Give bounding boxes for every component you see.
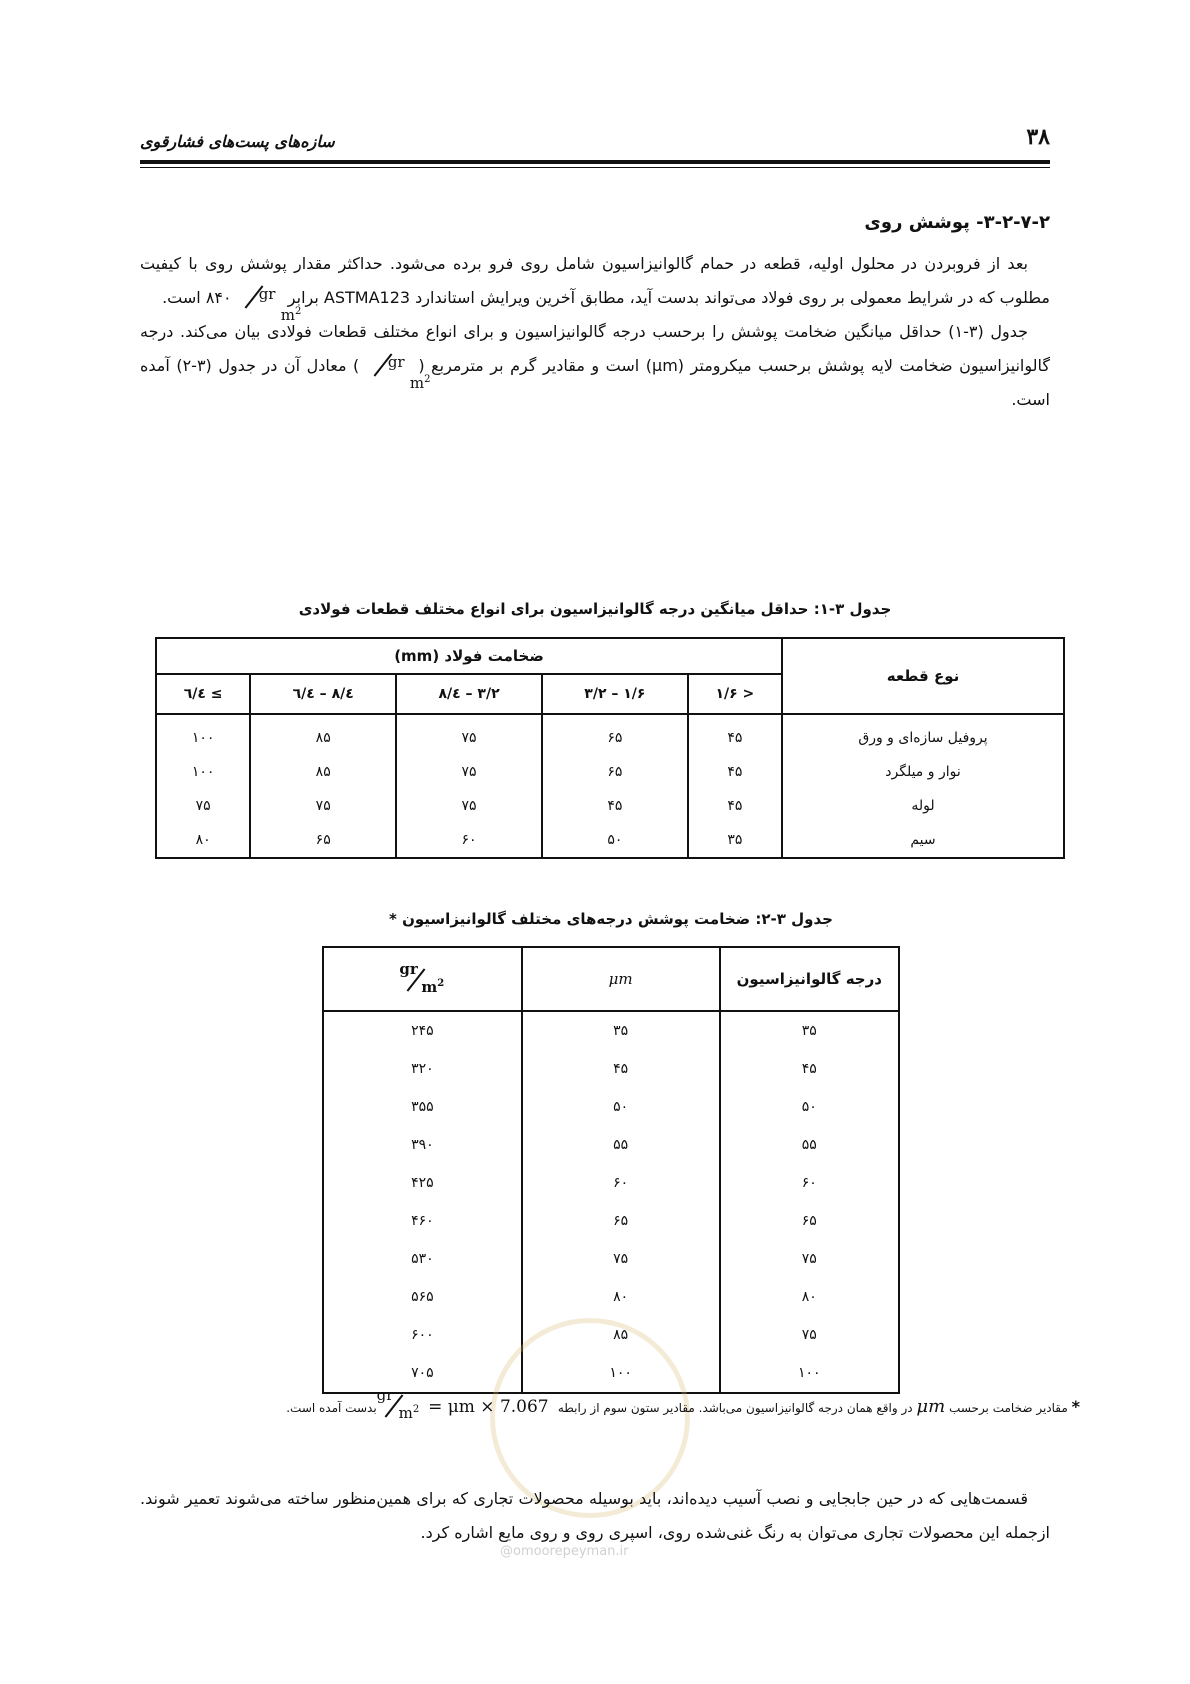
formula-expression: = μm × 7.067 bbox=[428, 1397, 549, 1417]
table-cell: ۵۶۵ bbox=[323, 1278, 522, 1316]
unit-numerator: gr bbox=[376, 1386, 394, 1404]
table-row bbox=[323, 1050, 899, 1088]
table-cell: ۷۵ bbox=[720, 1240, 899, 1278]
table-cell: ۷۵ bbox=[250, 789, 396, 823]
table-cell: ۴۵ bbox=[688, 755, 782, 789]
footnote-text-1: مقادیر ضخامت برحسب bbox=[949, 1401, 1068, 1415]
table-cell: ۶۰ bbox=[396, 823, 542, 858]
section-heading: ۳-۲-۷-۲- پوشش روی bbox=[864, 212, 1050, 233]
table-cell: ۶۵ bbox=[542, 755, 688, 789]
table2-micron-header: μm bbox=[522, 947, 720, 1011]
table-cell: ۶۵ bbox=[250, 823, 396, 858]
table-cell: ۶۵ bbox=[522, 1202, 720, 1240]
table-cell: ۱۰۰ bbox=[522, 1354, 720, 1393]
table-row bbox=[323, 1088, 899, 1126]
table-cell: ۳۵ bbox=[688, 823, 782, 858]
page-header bbox=[140, 116, 1050, 172]
table-cell: ۱۰۰ bbox=[156, 714, 250, 755]
table-cell: ۵۵ bbox=[720, 1126, 899, 1164]
table-cell: ۶۵ bbox=[542, 714, 688, 755]
unit-denominator: $m^2$ bbox=[409, 374, 431, 392]
table-cell: ۷۵ bbox=[396, 755, 542, 789]
footnote-text-2: در واقع همان درجه گالوانیزاسیون می‌باشد. مقادیر ستون سوم از رابطه bbox=[557, 1401, 913, 1415]
table-cell: سیم bbox=[782, 823, 1064, 858]
table-cell: ۷۵ bbox=[522, 1240, 720, 1278]
watermark-text: @omoorepeyman.ir bbox=[500, 1544, 629, 1559]
table1-category-header: نوع قطعه bbox=[782, 638, 1064, 714]
table-cell: ۳۵۵ bbox=[323, 1088, 522, 1126]
table1-range-header: ۱/۶ – ۳/۲ bbox=[542, 674, 688, 714]
table-row bbox=[156, 714, 1064, 755]
unit-numerator: gr bbox=[387, 353, 405, 371]
table-cell: نوار و میلگرد bbox=[782, 755, 1064, 789]
table-cell: ۸۰ bbox=[156, 823, 250, 858]
table1-range-header: ۳/۲ – ٤/۸ bbox=[396, 674, 542, 714]
table-cell: ۵۳۰ bbox=[323, 1240, 522, 1278]
table-cell: پروفیل سازه‌ای و ورق bbox=[782, 714, 1064, 755]
table-cell: ۳۵ bbox=[720, 1011, 899, 1050]
table-cell: ۳۵ bbox=[522, 1011, 720, 1050]
table-cell: لوله bbox=[782, 789, 1064, 823]
table-cell: ۶۰ bbox=[522, 1164, 720, 1202]
table-cell: ۴۶۰ bbox=[323, 1202, 522, 1240]
table-cell: ۱۰۰ bbox=[156, 755, 250, 789]
table-cell: ۷۵ bbox=[396, 714, 542, 755]
table-cell: ۴۵ bbox=[542, 789, 688, 823]
table-cell: ۴۵ bbox=[688, 714, 782, 755]
max-coating-value: ۸۴۰ bbox=[205, 288, 232, 307]
table-cell: ۸۰ bbox=[522, 1278, 720, 1316]
table-cell: ۸۵ bbox=[250, 714, 396, 755]
table1-range-header: ≥ ٦/٤ bbox=[156, 674, 250, 714]
footnote-text-3: بدست آمده است. bbox=[286, 1401, 377, 1415]
unit-denominator: $m^2$ bbox=[398, 1404, 420, 1422]
table-cell: ۸۵ bbox=[250, 755, 396, 789]
table-cell: ۱۰۰ bbox=[720, 1354, 899, 1393]
header-rule-thin bbox=[140, 167, 1050, 168]
table1-caption: جدول ۳-۱: حداقل میانگین درجه گالوانیزاسیون برای انواع مختلف قطعات فولادی bbox=[298, 600, 892, 618]
table-cell: ۵۵ bbox=[522, 1126, 720, 1164]
table-row bbox=[323, 1202, 899, 1240]
running-title: سازه‌های پست‌های فشارقوی bbox=[140, 132, 335, 151]
table-row bbox=[323, 1126, 899, 1164]
unit-numerator: gr bbox=[399, 960, 418, 978]
paragraph-1-text: بعد از فروبردن در محلول اولیه، قطعه در حمام گالوانیزاسیون شامل روی فرو برده می‌شود. حداکثر مقدار پوشش روی با کیفیت مطلوب که در شرایط معمولی بر روی فولاد می‌تواند بدست آید، مطابق آخرین ویرایش استاندارد ASTMA123 برابر bbox=[140, 254, 1050, 307]
table-cell: ۸۵ bbox=[522, 1316, 720, 1354]
table1 bbox=[155, 637, 1065, 859]
paragraph-2-end: ) معادل آن در جدول (۳-۲) آمده است. bbox=[140, 356, 1050, 409]
table-row bbox=[323, 1011, 899, 1050]
table-cell: ۵۰ bbox=[720, 1088, 899, 1126]
table-row bbox=[156, 789, 1064, 823]
unit-fraction bbox=[376, 1386, 423, 1422]
footnote-mu: μm bbox=[916, 1396, 946, 1417]
table-row bbox=[156, 823, 1064, 858]
table-cell: ۵۰ bbox=[542, 823, 688, 858]
table-cell: ۷۰۵ bbox=[323, 1354, 522, 1393]
table1-range-header: < ۱/۶ bbox=[688, 674, 782, 714]
table2-caption: جدول ۳-۲: ضخامت پوشش درجه‌های مختلف گالوانیزاسیون * bbox=[389, 910, 833, 928]
unit-fraction bbox=[399, 960, 445, 996]
table-cell: ۷۵ bbox=[396, 789, 542, 823]
unit-numerator: gr bbox=[258, 285, 276, 303]
table-row bbox=[156, 755, 1064, 789]
table-row bbox=[323, 1278, 899, 1316]
paragraph-2-text: جدول (۳-۱) حداقل میانگین ضخامت پوشش را برحسب درجه گالوانیزاسیون و برای انواع مختلف قطعات فولادی بیان می‌کند. درجه گالوانیزاسیون ضخامت لایه پوشش برحسب میکرومتر (μm) است و مقادیر گرم بر مترمربع ( bbox=[140, 322, 1051, 375]
paragraph-1 bbox=[140, 247, 1050, 324]
table2-footnote bbox=[160, 1386, 1080, 1422]
unit-fraction bbox=[366, 351, 431, 392]
table-cell: ۲۴۵ bbox=[323, 1011, 522, 1050]
table-cell: ۴۲۵ bbox=[323, 1164, 522, 1202]
header-rule bbox=[140, 160, 1050, 164]
table-cell: ۸۰ bbox=[720, 1278, 899, 1316]
unit-denominator: $m^2$ bbox=[280, 306, 302, 324]
footnote-star: * bbox=[1071, 1397, 1080, 1416]
table-row bbox=[323, 1164, 899, 1202]
table-cell: ۴۵ bbox=[688, 789, 782, 823]
footnote-formula bbox=[376, 1386, 554, 1422]
table-cell: ۴۵ bbox=[720, 1050, 899, 1088]
table-cell: ۷۵ bbox=[720, 1316, 899, 1354]
table-row bbox=[323, 1240, 899, 1278]
table-cell: ۳۲۰ bbox=[323, 1050, 522, 1088]
table-cell: ۴۵ bbox=[522, 1050, 720, 1088]
table-cell: ۳۹۰ bbox=[323, 1126, 522, 1164]
unit-denominator: $m^2$ bbox=[421, 978, 445, 996]
table-cell: ۵۰ bbox=[522, 1088, 720, 1126]
closing-section bbox=[140, 1482, 1050, 1550]
table-cell: ۶۵ bbox=[720, 1202, 899, 1240]
table1-range-header: ٤/۸ – ٦/٤ bbox=[250, 674, 396, 714]
unit-fraction bbox=[237, 283, 302, 324]
section-content bbox=[140, 212, 1050, 417]
table-cell: ۷۵ bbox=[156, 789, 250, 823]
table-cell: ۶۰ bbox=[720, 1164, 899, 1202]
closing-paragraph: قسمت‌هایی که در حین جابجایی و نصب آسیب دیده‌اند، باید بوسیله محصولات تجاری که برای همین‌منظور ساخته می‌شوند تعمیر شوند. ازجمله این محصولات تجاری می‌توان به رنگ غنی‌شده روی، اسپری روی و روی مایع اشاره کرد. bbox=[140, 1489, 1050, 1542]
table1-group-header: ضخامت فولاد (mm) bbox=[156, 638, 782, 674]
table2-grade-header: درجه گالوانیزاسیون bbox=[720, 947, 899, 1011]
table-cell: ۶۰۰ bbox=[323, 1316, 522, 1354]
paragraph-1-end: است. bbox=[162, 288, 201, 307]
table2-gsm-header bbox=[323, 947, 522, 1011]
page-number: ۳۸ bbox=[1026, 124, 1050, 150]
